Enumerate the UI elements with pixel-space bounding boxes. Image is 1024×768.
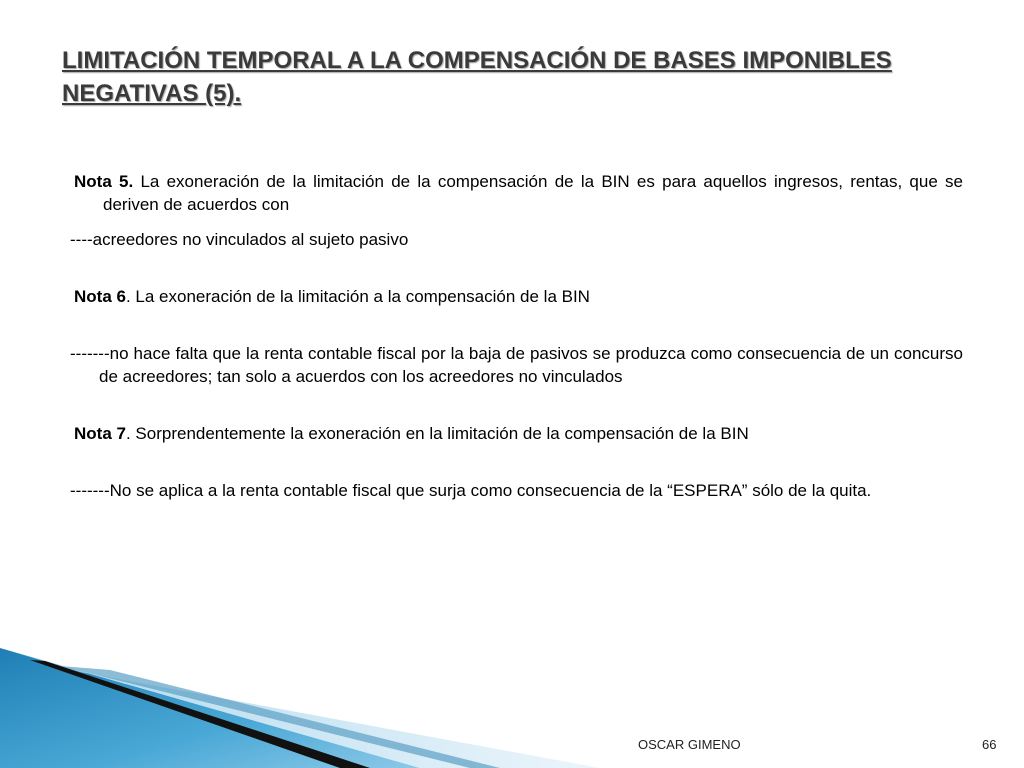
page-number: 66	[982, 737, 997, 752]
note-text: ----acreedores no vinculados al sujeto pasivo	[70, 230, 409, 249]
note-text: -------no hace falta que la renta contable fiscal por la baja de pasivos se produzca como consecuencia de un concurso de acreedores; tan solo a acuerdos con los acreedores no vinculados	[70, 344, 963, 386]
note-label: Nota 5.	[74, 172, 134, 191]
note-7-detail	[70, 479, 963, 502]
note-text: . La exoneración de la limitación a la compensación de la BIN	[125, 287, 590, 306]
note-label: Nota 7	[74, 424, 126, 443]
note-label: Nota 6	[74, 287, 126, 306]
note-text: La exoneración de la limitación de la compensación de la BIN es para aquellos ingresos, rentas, que se deriven de acuerdos con	[103, 172, 963, 214]
note-6-detail	[70, 342, 963, 388]
note-5	[74, 170, 963, 216]
note-6	[74, 285, 963, 308]
note-7	[74, 422, 963, 445]
note-text: -------No se aplica a la renta contable fiscal que surja como consecuencia de la “ESPERA” sólo de la quita.	[70, 481, 872, 500]
footer-author: OSCAR GIMENO	[638, 737, 741, 752]
note-5-detail	[70, 228, 963, 251]
note-text: . Sorprendentemente la exoneración en la limitación de la compensación de la BIN	[125, 424, 749, 443]
slide-title: LIMITACIÓN TEMPORAL A LA COMPENSACIÓN DE BASES IMPONIBLES NEGATIVAS (5).	[62, 47, 892, 107]
slide-body	[70, 170, 963, 514]
